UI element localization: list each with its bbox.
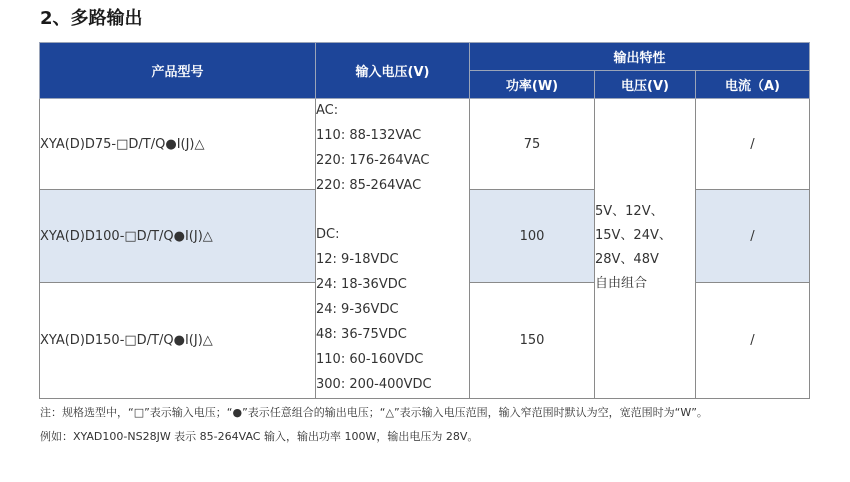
header-power: 功率(W) — [470, 71, 595, 99]
input-voltage-line: 300: 200-400VDC — [316, 376, 432, 392]
output-voltage-line: 自由组合 — [595, 276, 648, 292]
output-voltage-line: 28V、48V — [595, 252, 659, 268]
model-cell: XYA(D)D75-□D/T/Q●I(J)△ — [40, 99, 316, 190]
power-cell: 75 — [470, 99, 595, 190]
current-cell: / — [696, 283, 810, 398]
header-output-characteristics: 输出特性 — [470, 43, 810, 71]
model-cell: XYA(D)D100-□D/T/Q●I(J)△ — [40, 190, 316, 283]
input-voltage-line: 220: 176-264VAC — [316, 152, 430, 168]
input-voltage-line: 110: 60-160VDC — [316, 351, 424, 367]
input-voltage-line: 24: 9-36VDC — [316, 302, 399, 318]
note-legend: 注：规格选型中，“□”表示输入电压；“●”表示任意组合的输出电压；“△”表示输入电压范围，输入窄范围时默认为空，宽范围时为“W”。 — [40, 406, 708, 419]
table-row — [40, 99, 810, 190]
current-cell: / — [696, 99, 810, 190]
input-voltage-cell — [316, 99, 470, 399]
input-voltage-line: AC: — [316, 103, 339, 118]
input-voltage-line: 220: 85-264VAC — [316, 177, 422, 193]
header-input-voltage: 输入电压(V) — [316, 43, 470, 99]
note-example: 例如：XYAD100-NS28JW 表示 85-264VAC 输入，输出功率 100W，输出电压为 28V。 — [40, 430, 479, 443]
section-title: 2、多路输出 — [40, 8, 143, 29]
power-cell: 100 — [470, 190, 595, 283]
model-cell: XYA(D)D150-□D/T/Q●I(J)△ — [40, 283, 316, 398]
power-cell: 150 — [470, 283, 595, 398]
input-voltage-spacer — [316, 199, 469, 224]
input-voltage-line: 110: 88-132VAC — [316, 127, 422, 143]
output-voltage-cell — [595, 99, 696, 399]
header-current: 电流（A) — [696, 71, 810, 99]
input-voltage-line: 12: 9-18VDC — [316, 252, 399, 268]
output-voltage-line: 5V、12V、 — [595, 204, 664, 220]
header-model: 产品型号 — [40, 43, 316, 99]
input-voltage-line: 24: 18-36VDC — [316, 277, 407, 293]
current-cell: / — [696, 190, 810, 283]
input-voltage-line: DC: — [316, 227, 340, 243]
input-voltage-line: 48: 36-75VDC — [316, 327, 407, 343]
spec-table — [39, 42, 810, 399]
header-voltage: 电压(V) — [595, 71, 696, 99]
output-voltage-line: 15V、24V、 — [595, 228, 672, 244]
